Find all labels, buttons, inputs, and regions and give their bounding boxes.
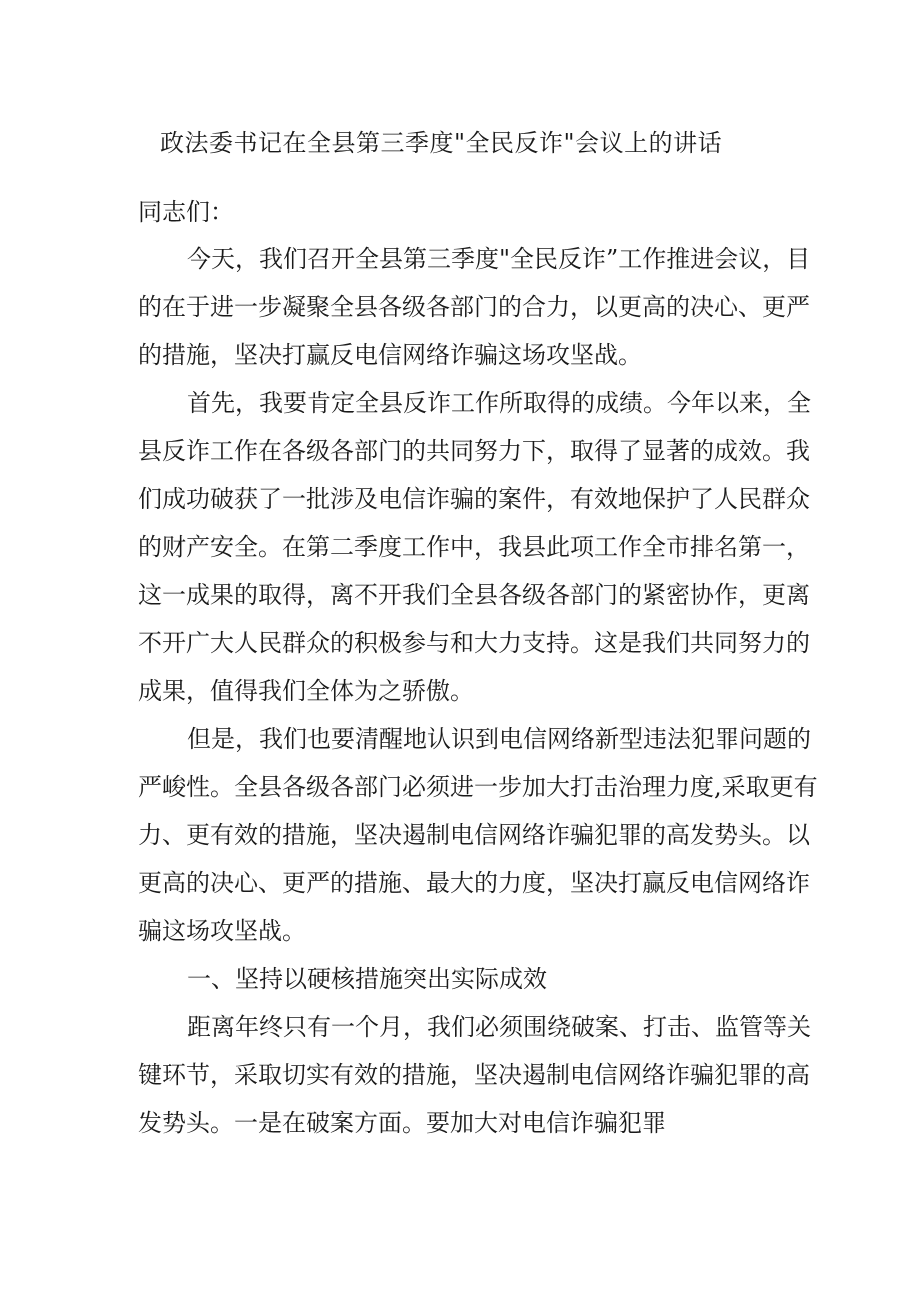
text-line: 这一成果的取得，离不开我们全县各级各部门的紧密协作，更离 bbox=[138, 581, 810, 609]
text-line: 的措施，坚决打赢反电信网络诈骗这场攻坚战。 bbox=[138, 341, 642, 369]
text-line: 更高的决心、更严的措施、最大的力度，坚决打赢反电信网络诈 bbox=[138, 869, 810, 897]
text-line: 骗这场攻坚战。 bbox=[138, 917, 306, 945]
text-line: 县反诈工作在各级各部门的共同努力下，取得了显著的成效。我 bbox=[138, 437, 810, 465]
text-line: 的在于进一步凝聚全县各级各部门的合力，以更高的决心、更严 bbox=[138, 293, 810, 321]
text-line: 首先，我要肯定全县反诈工作所取得的成绩。今年以来，全 bbox=[187, 389, 811, 417]
text-line: 不开广大人民群众的积极参与和大力支持。这是我们共同努力的 bbox=[138, 629, 810, 657]
text-line: 严峻性。全县各级各部门必须进一步加大打击治理力度,采取更有 bbox=[138, 773, 818, 801]
text-line: 们成功破获了一批涉及电信诈骗的案件，有效地保护了人民群众 bbox=[138, 485, 810, 513]
text-line: 力、更有效的措施，坚决遏制电信网络诈骗犯罪的高发势头。以 bbox=[138, 821, 810, 849]
text-line: 的财产安全。在第二季度工作中，我县此项工作全市排名第一， bbox=[138, 533, 810, 561]
document-title: 政法委书记在全县第三季度"全民反诈"会议上的讲话 bbox=[160, 129, 723, 157]
text-line: 今天，我们召开全县第三季度"全民反诈”工作推进会议，目 bbox=[187, 245, 811, 273]
text-line: 键环节，采取切实有效的措施，坚决遏制电信网络诈骗犯罪的高 bbox=[138, 1061, 810, 1089]
section-heading: 一、坚持以硬核措施突出实际成效 bbox=[187, 965, 547, 993]
text-line: 成果，值得我们全体为之骄傲。 bbox=[138, 677, 474, 705]
salutation: 同志们： bbox=[138, 198, 234, 226]
text-line: 距离年终只有一个月，我们必须围绕破案、打击、监管等关 bbox=[187, 1013, 811, 1041]
text-line: 发势头。一是在破案方面。要加大对电信诈骗犯罪 bbox=[138, 1109, 666, 1137]
text-line: 但是，我们也要清醒地认识到电信网络新型违法犯罪问题的 bbox=[187, 725, 811, 753]
